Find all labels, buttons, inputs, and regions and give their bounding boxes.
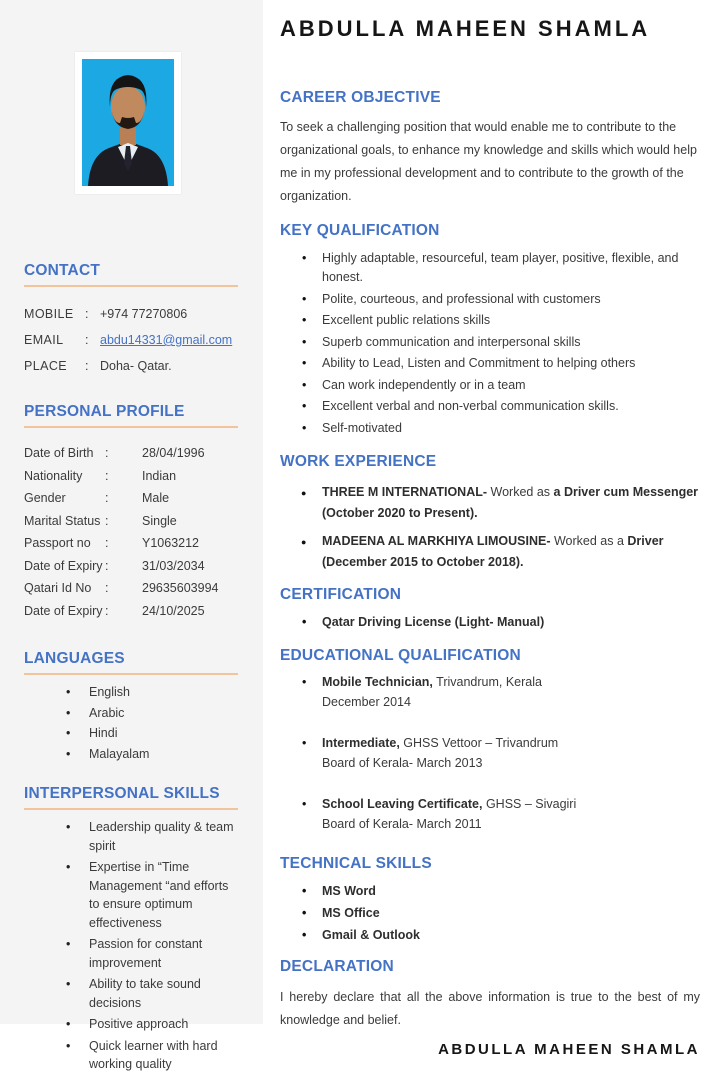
qualification-item: • Polite, courteous, and professional with customers — [280, 290, 700, 309]
contact-label: EMAIL — [24, 333, 64, 347]
skill-item: • Ability to take sound decisions — [24, 975, 238, 1012]
degree-detail: GHSS – Sivagiri — [482, 796, 577, 811]
interpersonal-skills-section — [24, 785, 238, 1074]
languages-list — [24, 683, 238, 763]
skill-item: • Positive approach — [24, 1015, 238, 1034]
profile-row — [24, 487, 238, 510]
contact-label: PLACE — [24, 359, 67, 373]
certification-section — [280, 586, 700, 632]
degree-line2: Board of Kerala- March 2013 — [322, 755, 483, 770]
profile-photo — [75, 52, 181, 194]
education-item — [280, 794, 700, 834]
profile-separator: : — [105, 558, 109, 573]
profile-label: Passport no — [24, 536, 91, 551]
degree-line2: Board of Kerala- March 2011 — [322, 816, 482, 831]
profile-value: Y1063212 — [142, 536, 200, 551]
personal-profile-heading-rule — [24, 426, 238, 428]
contact-separator: : — [85, 359, 89, 373]
profile-row — [24, 577, 238, 600]
certification-heading: CERTIFICATION — [280, 585, 402, 603]
qualification-item: • Can work independently or in a team — [280, 376, 700, 395]
language-item: • Malayalam — [24, 745, 238, 764]
profile-label: Marital Status — [24, 513, 101, 528]
sidebar — [0, 0, 263, 1071]
work-experience-item — [280, 531, 700, 573]
key-qualification-section — [280, 222, 700, 438]
job-period: (December 2015 to October 2018). — [322, 554, 524, 569]
page-title: ABDULLA MAHEEN SHAMLA — [280, 16, 651, 41]
profile-separator: : — [105, 581, 109, 596]
mobile-value: +974 77270806 — [100, 307, 188, 321]
job-role: a Driver cum Messenger — [553, 484, 699, 499]
languages-heading: LANGUAGES — [24, 650, 125, 667]
personal-profile-heading: PERSONAL PROFILE — [24, 403, 185, 420]
profile-value: 29635603994 — [142, 581, 219, 596]
contact-row-mobile — [24, 301, 238, 327]
personal-profile-section — [24, 403, 238, 622]
technical-skill-item: • MS Word — [280, 882, 700, 902]
education-heading: EDUCATIONAL QUALIFICATION — [280, 646, 521, 664]
work-text: Worked as — [487, 484, 554, 499]
profile-row — [24, 442, 238, 465]
degree-detail: Trivandrum, Kerala — [432, 674, 542, 689]
declaration-section — [280, 958, 700, 1032]
certification-item: • Qatar Driving License (Light- Manual) — [280, 613, 700, 632]
skill-item: • Expertise in “Time Management “and efforts to ensure optimum effectiveness — [24, 858, 238, 932]
degree-line2: December 2014 — [322, 694, 411, 709]
skill-item: • Leadership quality & team spirit — [24, 818, 238, 855]
languages-section — [24, 650, 238, 763]
interpersonal-skills-heading: INTERPERSONAL SKILLS — [24, 785, 220, 802]
job-period: (October 2020 to Present). — [322, 505, 478, 520]
declaration-heading: DECLARATION — [280, 958, 394, 975]
profile-label: Date of Expiry — [24, 603, 103, 618]
profile-row — [24, 555, 238, 578]
qualification-item: • Superb communication and interpersonal skills — [280, 333, 700, 352]
contact-rows — [24, 301, 238, 379]
qualification-item: • Ability to Lead, Listen and Commitment to helping others — [280, 354, 700, 373]
qualification-item: • Highly adaptable, resourceful, team player, positive, flexible, and honest. — [280, 249, 700, 287]
key-qualification-heading: KEY QUALIFICATION — [280, 222, 440, 239]
education-section — [280, 647, 700, 834]
company-name: MADEENA AL MARKHIYA LIMOUSINE- — [322, 533, 551, 548]
language-item: • English — [24, 683, 238, 702]
profile-separator: : — [105, 491, 109, 506]
profile-row — [24, 600, 238, 623]
profile-value: 28/04/1996 — [142, 446, 205, 461]
profile-label: Nationality — [24, 468, 83, 483]
degree-title: School Leaving Certificate, — [322, 796, 483, 811]
degree-detail: GHSS Vettoor – Trivandrum — [399, 735, 559, 750]
contact-label: MOBILE — [24, 307, 74, 321]
education-item — [280, 672, 700, 712]
profile-label: Qatari Id No — [24, 581, 92, 596]
work-experience-heading: WORK EXPERIENCE — [280, 452, 437, 470]
technical-skill-item: • MS Office — [280, 904, 700, 924]
career-objective-text: To seek a challenging position that would enable me to contribute to the organizational goals, to enhance my knowledge and skills which would help me in my professional development and to contribute to the growth of the organization. — [280, 120, 697, 203]
work-text: Worked as a — [550, 533, 628, 548]
profile-value: 24/10/2025 — [142, 603, 205, 618]
profile-row — [24, 465, 238, 488]
technical-skills-section — [280, 855, 700, 946]
contact-row-place — [24, 353, 238, 379]
qualification-item: • Self-motivated — [280, 419, 700, 438]
profile-separator: : — [105, 513, 109, 528]
profile-value: Indian — [142, 468, 177, 483]
skill-item: • Passion for constant improvement — [24, 935, 238, 972]
profile-separator: : — [105, 446, 109, 461]
interpersonal-skills-heading-rule — [24, 808, 238, 810]
contact-row-email — [24, 327, 238, 353]
degree-title: Intermediate, — [322, 735, 400, 750]
technical-skill-item: • Gmail & Outlook — [280, 926, 700, 946]
qualification-item: • Excellent verbal and non-verbal communication skills. — [280, 397, 700, 416]
declaration-text: I hereby declare that all the above information is true to the best of my knowledge and belief. — [280, 990, 700, 1027]
education-item — [280, 733, 700, 773]
technical-skills-heading: TECHNICAL SKILLS — [280, 854, 432, 872]
profile-label: Date of Expiry — [24, 558, 103, 573]
profile-label: Gender — [24, 491, 66, 506]
qualification-item: • Excellent public relations skills — [280, 311, 700, 330]
work-experience-section — [280, 453, 700, 573]
company-name: THREE M INTERNATIONAL- — [322, 484, 488, 499]
skill-item: • Quick learner with hard working quality — [24, 1037, 238, 1074]
career-objective-section — [280, 89, 700, 208]
technical-skills-list — [280, 882, 700, 946]
place-value: Doha- Qatar. — [100, 359, 172, 373]
work-experience-item — [280, 482, 700, 524]
profile-separator: : — [105, 536, 109, 551]
education-list — [280, 672, 700, 834]
key-qualification-list — [280, 249, 700, 438]
interpersonal-skills-list — [24, 818, 238, 1074]
contact-section — [24, 262, 238, 379]
job-role: Driver — [627, 533, 664, 548]
profile-separator: : — [105, 603, 109, 618]
language-item: • Arabic — [24, 704, 238, 723]
contact-separator: : — [85, 333, 89, 347]
profile-row — [24, 510, 238, 533]
languages-heading-rule — [24, 673, 238, 675]
degree-title: Mobile Technician, — [322, 674, 433, 689]
personal-profile-rows — [24, 442, 238, 622]
profile-label: Date of Birth — [24, 446, 94, 461]
signature-name: ABDULLA MAHEEN SHAMLA — [438, 1041, 700, 1058]
email-link[interactable]: abdu14331@gmail.com — [100, 333, 233, 347]
contact-separator: : — [85, 307, 89, 321]
career-objective-heading: CAREER OBJECTIVE — [280, 89, 441, 106]
profile-separator: : — [105, 468, 109, 483]
language-item: • Hindi — [24, 724, 238, 743]
profile-value: Male — [142, 491, 170, 506]
profile-value: 31/03/2034 — [142, 558, 205, 573]
certification-list — [280, 613, 700, 632]
contact-heading: CONTACT — [24, 262, 101, 279]
contact-heading-rule — [24, 285, 238, 287]
profile-row — [24, 532, 238, 555]
work-experience-list — [280, 482, 700, 573]
profile-value: Single — [142, 513, 177, 528]
profile-photo-image — [82, 59, 174, 186]
main-column — [263, 0, 724, 1058]
